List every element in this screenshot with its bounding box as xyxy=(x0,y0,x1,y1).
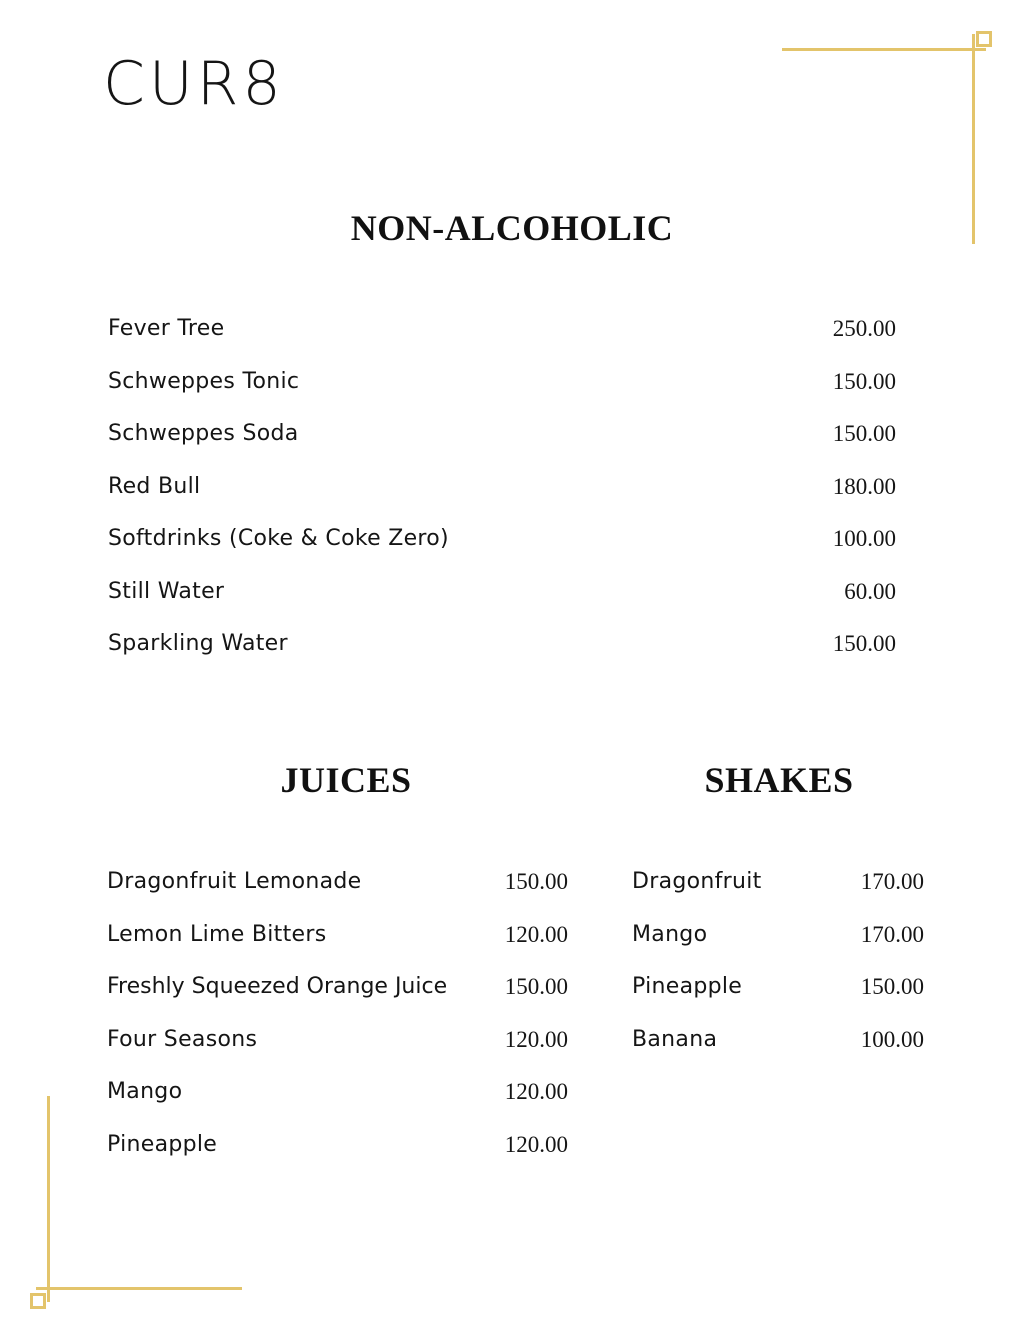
menu-item-name: Fever Tree xyxy=(108,316,225,341)
frame-line-top xyxy=(782,48,986,51)
menu-item-name: Softdrinks (Coke & Coke Zero) xyxy=(108,526,449,551)
menu-item xyxy=(107,1131,568,1184)
menu-item xyxy=(632,921,924,974)
frame-line-bottom xyxy=(36,1287,242,1290)
menu-item-name: Sparkling Water xyxy=(108,631,288,656)
menu-item-name: Mango xyxy=(107,1079,183,1104)
menu-item-name: Dragonfruit xyxy=(632,869,762,894)
menu-item-name: Dragonfruit Lemonade xyxy=(107,869,362,894)
menu-item xyxy=(107,868,568,921)
menu-item-price: 150.00 xyxy=(504,869,568,894)
menu-item xyxy=(632,1026,924,1079)
menu-item xyxy=(632,868,924,921)
menu-item-name: Mango xyxy=(632,921,708,947)
menu-item-price: 100.00 xyxy=(860,1026,924,1052)
menu-item-price: 170.00 xyxy=(860,921,924,947)
brand-logo: CUR8 xyxy=(103,49,285,119)
menu-item-name: Still Water xyxy=(108,578,225,604)
menu-item-name: Schweppes Soda xyxy=(108,421,299,446)
menu-item-name: Pineapple xyxy=(632,974,743,999)
menu-item-name: Red Bull xyxy=(108,473,201,499)
menu-item xyxy=(107,973,568,1026)
menu-item xyxy=(632,973,924,1026)
menu-item-name: Freshly Squeezed Orange Juice xyxy=(107,974,448,999)
menu-item xyxy=(108,525,896,578)
menu-item xyxy=(108,420,896,473)
frame-corner-square-top-right xyxy=(976,31,992,47)
menu-item-price: 150.00 xyxy=(860,974,924,999)
menu-item-name: Schweppes Tonic xyxy=(108,368,300,394)
menu-item-name: Banana xyxy=(632,1026,718,1052)
menu-item xyxy=(107,921,568,974)
menu-item-name: Four Seasons xyxy=(107,1026,258,1052)
menu-item-name: Pineapple xyxy=(107,1131,218,1157)
menu-item-price: 60.00 xyxy=(844,578,896,604)
section-title-shakes: SHAKES xyxy=(704,760,854,800)
menu-item-price: 150.00 xyxy=(504,974,568,999)
menu-item-price: 150.00 xyxy=(832,631,896,656)
frame-line-left xyxy=(47,1096,50,1302)
section-title-juices: JUICES xyxy=(280,760,412,800)
menu-item-price: 100.00 xyxy=(832,526,896,551)
frame-line-right xyxy=(972,34,975,244)
menu-item-price: 150.00 xyxy=(832,368,896,394)
shakes-list xyxy=(632,868,924,1078)
frame-corner-square-bottom-left xyxy=(30,1293,46,1309)
menu-item xyxy=(108,368,896,421)
menu-item xyxy=(108,578,896,631)
menu-item xyxy=(107,1078,568,1131)
menu-item-price: 120.00 xyxy=(504,1079,568,1104)
menu-item-price: 120.00 xyxy=(504,1131,568,1157)
menu-item xyxy=(108,473,896,526)
menu-item xyxy=(108,630,896,683)
menu-item-price: 170.00 xyxy=(860,869,924,894)
menu-item-price: 150.00 xyxy=(832,421,896,446)
menu-item-price: 250.00 xyxy=(832,316,896,341)
menu-item-price: 120.00 xyxy=(504,921,568,947)
section-title-non-alcoholic: NON-ALCOHOLIC xyxy=(350,208,674,248)
non-alcoholic-list xyxy=(108,315,896,683)
menu-item xyxy=(108,315,896,368)
juices-list xyxy=(107,868,568,1183)
menu-item-price: 120.00 xyxy=(504,1026,568,1052)
menu-item xyxy=(107,1026,568,1079)
menu-item-name: Lemon Lime Bitters xyxy=(107,921,327,947)
menu-item-price: 180.00 xyxy=(832,473,896,499)
